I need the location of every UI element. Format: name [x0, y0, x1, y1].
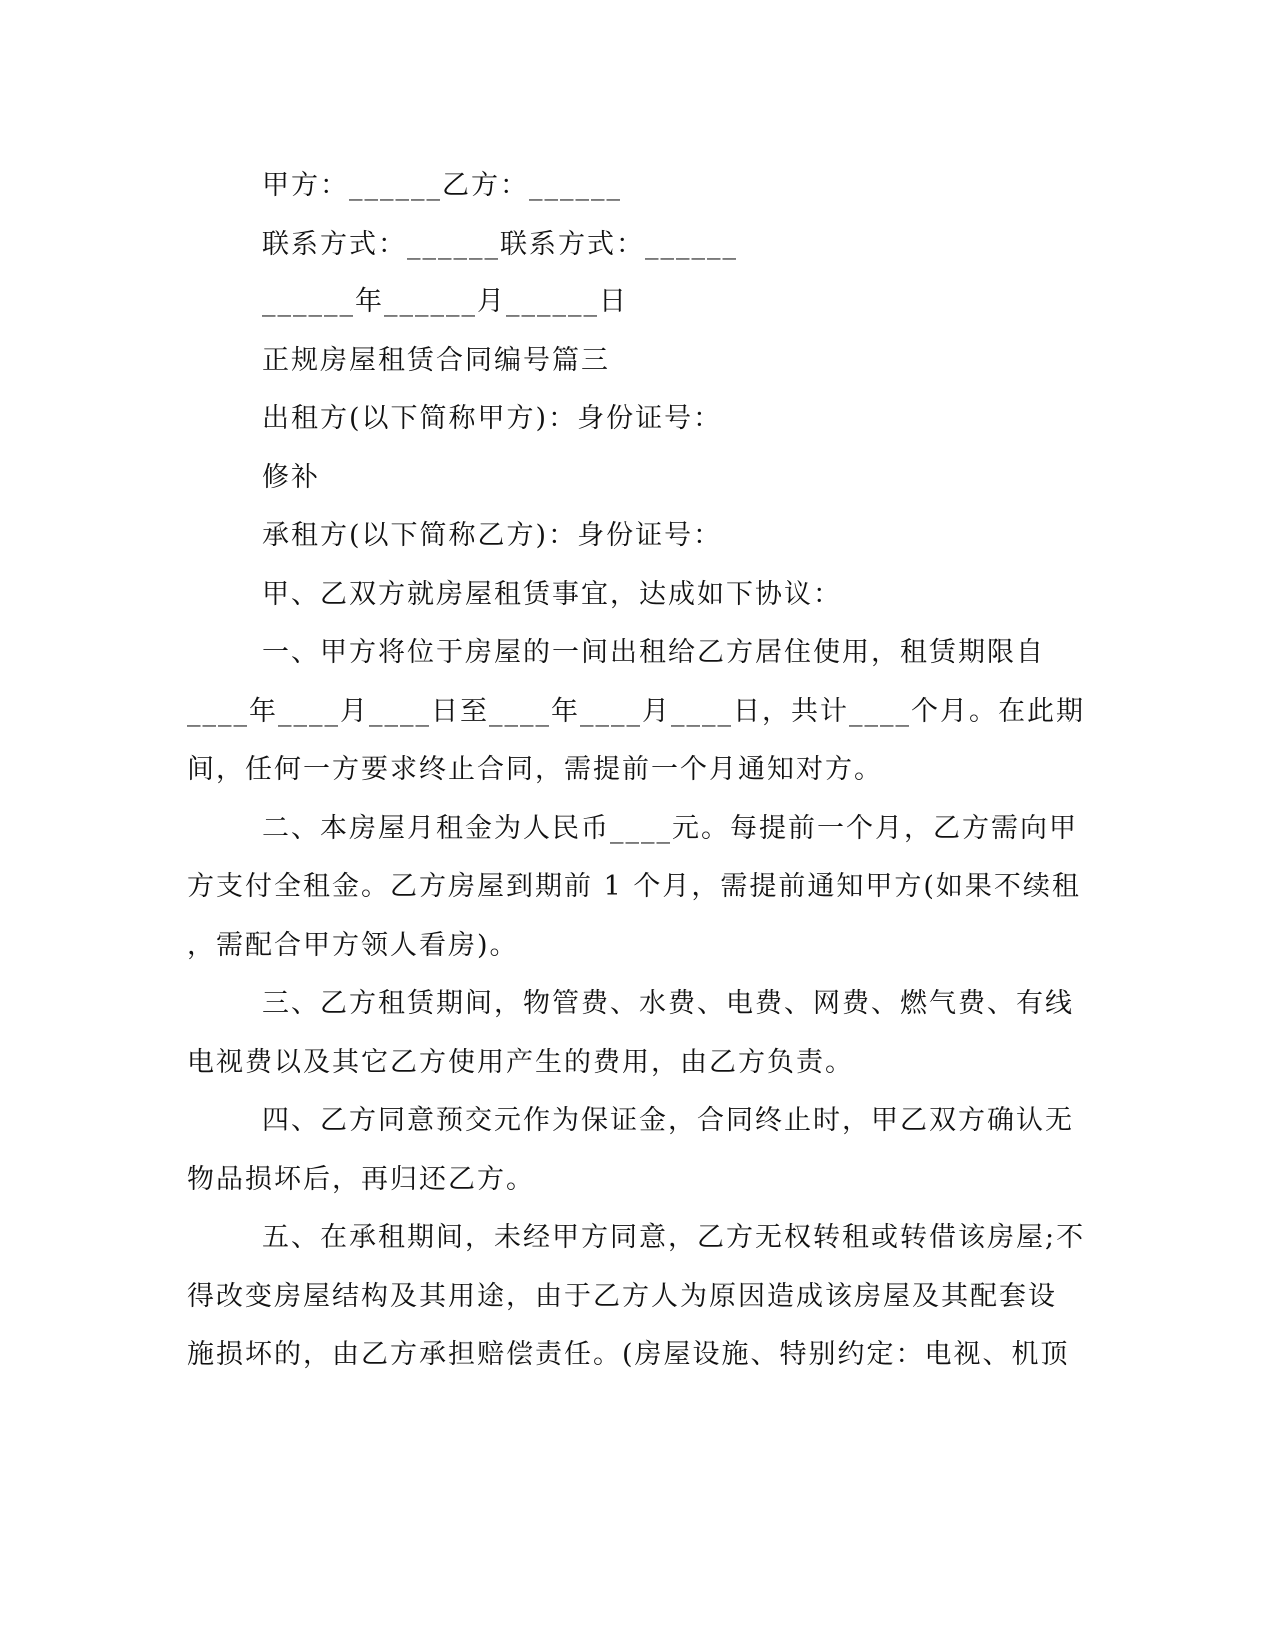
lessee-line: 承租方(以下简称乙方)：身份证号：: [262, 520, 723, 551]
clause-4-line-1: 四、乙方同意预交元作为保证金，合同终止时，甲乙双方确认无: [262, 1105, 1074, 1136]
contact-line: 联系方式：______联系方式：______: [262, 229, 738, 260]
agreement-intro: 甲、乙双方就房屋租赁事宜，达成如下协议：: [262, 579, 842, 610]
text-line: 修补: [262, 462, 320, 493]
clause-5-line-1: 五、在承租期间，未经甲方同意，乙方无权转租或转借该房屋;不: [262, 1222, 1086, 1253]
clause-2-line-3: ，需配合甲方领人看房)。: [187, 930, 519, 961]
clause-1-line-3: 间，任何一方要求终止合同，需提前一个月通知对方。: [187, 754, 883, 785]
clause-2-line-2: 方支付全租金。乙方房屋到期前 1 个月，需提前通知甲方(如果不续租: [187, 871, 1081, 902]
clause-1-line-2: ____年____月____日至____年____月____日，共计____个月。在此期: [187, 696, 1085, 727]
clause-4-line-2: 物品损坏后，再归还乙方。: [187, 1164, 535, 1195]
clause-2-line-1: 二、本房屋月租金为人民币____元。每提前一个月，乙方需向甲: [262, 813, 1078, 844]
clause-1-line-1: 一、甲方将位于房屋的一间出租给乙方居住使用，租赁期限自: [262, 637, 1045, 668]
lessor-line: 出租方(以下简称甲方)：身份证号：: [262, 403, 723, 434]
clause-3-line-2: 电视费以及其它乙方使用产生的费用，由乙方负责。: [187, 1047, 854, 1078]
date-line: ______年______月______日: [262, 286, 628, 317]
clause-5-line-3: 施损坏的，由乙方承担赔偿责任。(房屋设施、特别约定：电视、机顶: [187, 1339, 1070, 1370]
clause-5-line-2: 得改变房屋结构及其用途，由于乙方人为原因造成该房屋及其配套设: [187, 1281, 1057, 1312]
section-title: 正规房屋租赁合同编号篇三: [262, 345, 610, 376]
party-signature-line: 甲方：______乙方：______: [262, 170, 622, 201]
clause-3-line-1: 三、乙方租赁期间，物管费、水费、电费、网费、燃气费、有线: [262, 988, 1074, 1019]
